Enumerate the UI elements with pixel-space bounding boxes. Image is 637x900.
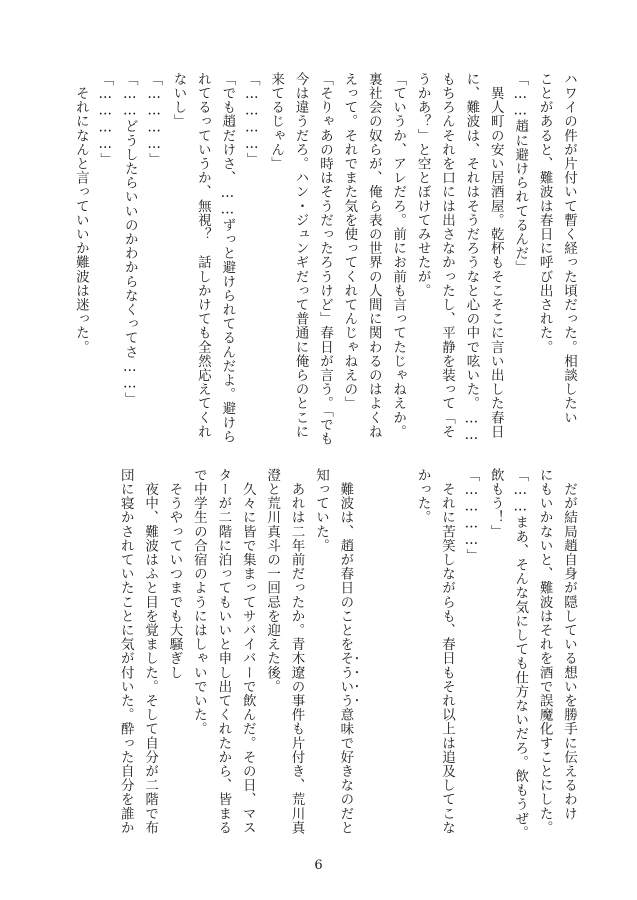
text-line: あれは二年前だったか。青木遼の事件も片付き、荒川真 <box>288 468 305 835</box>
text-line: 飲もう！」 <box>487 468 504 539</box>
text-line: だが結局趙自身が隠している想いを勝手に伝えるわけ <box>561 468 577 821</box>
text-line: 「……まあ、そんな気にしても仕方ないだろ。飲もうぜ。 <box>512 468 529 840</box>
text-line: 久々に皆で集まってサバイバーで飲んだ。その日、マス <box>239 468 256 835</box>
text-line: もちろんそれを口には出さなかったし、平静を装って「そ <box>438 72 455 439</box>
text-line: ハワイの件が片付いて暫く経った頃だった。相談したい <box>561 72 577 425</box>
text-line: えって。それでまた気を使ってくれてんじゃねえの」 <box>341 72 358 411</box>
text-line: 「…………」 <box>97 72 114 167</box>
text-line: 来てるじゃん」 <box>268 72 285 171</box>
text-line: うかあ？」と空とぼけてみせたが。 <box>414 72 431 298</box>
text-line: に、難波は、それはそうだろうなと心の中で呟いた。…… <box>463 72 480 444</box>
text-line: それになんと言っていいか難波は迷った。 <box>72 72 89 354</box>
text-line: 「…………」 <box>463 468 480 563</box>
text-line: 「……趙に避けられてるんだ」 <box>512 72 529 275</box>
text-line: ことがあると、難波は春日に呼び出された。 <box>536 72 553 354</box>
emphasis-text: そういう <box>337 651 354 708</box>
text-line: 「…………」 <box>243 72 260 167</box>
text-line: にもいかないと、難波はそれを酒で誤魔化すことにした。 <box>536 468 553 835</box>
text-line: 今は違うだろ。ハン・ジュンギだって普通に俺らのとこに <box>292 72 309 439</box>
text-line: 澄と荒川真斗の一回忌を迎えた後。 <box>264 468 281 694</box>
text-line: 異人町の安い居酒屋。乾杯もそこそこに言い出した春日 <box>487 72 504 439</box>
text-line <box>386 468 410 798</box>
page-number: 6 <box>314 858 323 873</box>
text-line <box>361 468 385 798</box>
text-line: 「でも趙だけさ、……ずっと避けられてるんだよ。避けら <box>219 72 236 444</box>
text-line: で中学生の合宿のようにはしゃいでいた。 <box>190 468 207 736</box>
text-line: 「…………」 <box>146 72 163 167</box>
text-line: 裏社会の奴らが、俺ら表の世界の人間に関わるのはよくね <box>365 72 382 439</box>
text-line: 「そりゃあの時はそうだったろうけど」春日が言う。「でも <box>316 72 333 446</box>
text-line: そうやっていつまでも大騒ぎし <box>166 468 183 680</box>
text-line: それに苦笑しながらも、春日もそれ以上は追及してこな <box>438 468 455 835</box>
text-line: 難波は、趙が春日のことをそういう意味で好きなのだと <box>337 468 354 835</box>
text-line: ないし」 <box>170 72 187 129</box>
text-line: かった。 <box>414 468 431 525</box>
text-line: ターが二階に泊ってもいいと申し出てくれたから、皆まる <box>215 468 232 835</box>
text-line: 夜中、難波はふと目を覚ました。そして自分が二階で布 <box>142 468 159 835</box>
text-line: 「……どうしたらいいのかわからなくってさ……」 <box>121 72 138 407</box>
text-line: 団に寝かされていたことに気が付いた。酔った自分を誰か <box>117 468 134 835</box>
lower-text-block <box>113 468 581 840</box>
text-line: 「ていうか、アレだろ。前にお前も言ってたじゃねえか。 <box>390 72 407 439</box>
text-line: 知っていた。 <box>312 468 329 553</box>
text-line: れてるっていうか、無視？ 話しかけても全然応えてくれ <box>194 72 211 439</box>
upper-text-block <box>68 72 581 446</box>
